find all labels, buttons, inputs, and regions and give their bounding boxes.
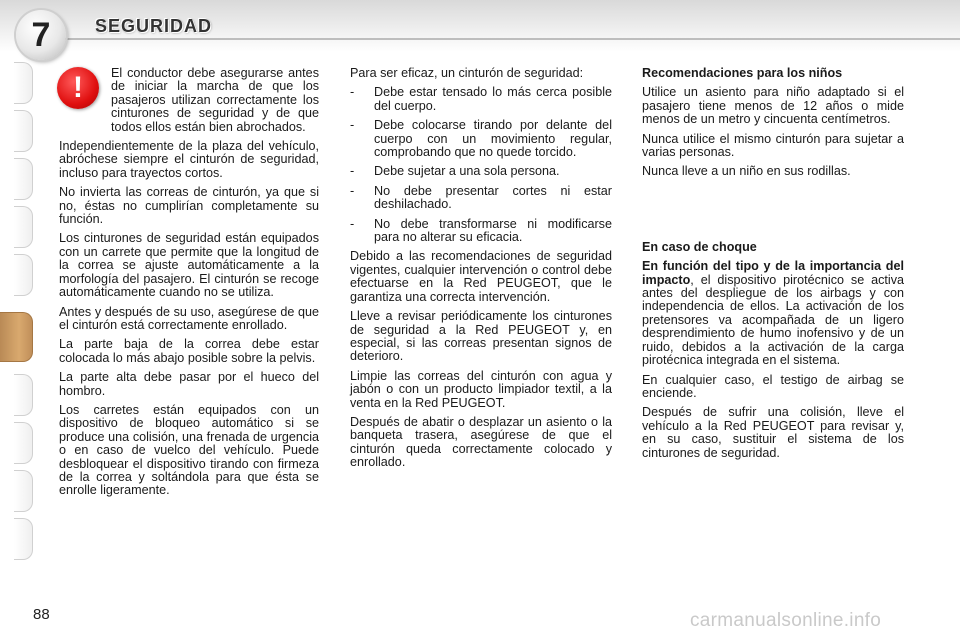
paragraph: Antes y después de su uso, asegúrese de que el cinturón está correctamente enrollado.	[59, 304, 319, 332]
warning-exclamation-icon: !	[57, 67, 99, 109]
column-right	[642, 67, 904, 466]
spacer	[642, 185, 904, 241]
list-item: - Debe colocarse tirando por delante del cuerpo con un movimiento regular, comprobando que no quede torcido.	[350, 119, 612, 159]
paragraph: No invierta las correas de cinturón, ya que si no, éstas no cumplirían completamente su función.	[59, 185, 319, 227]
impact-lead-bold: En función del tipo y de la importancia del impacto	[642, 259, 904, 287]
chapter-tab-7-active[interactable]	[0, 312, 33, 362]
paragraph: Lleve a revisar periódicamente los cinturones de seguridad a la Red PEUGEOT y, en especial, si las correas presentan signos de deterioro.	[350, 309, 612, 364]
paragraph: La parte baja de la correa debe estar colocada lo más abajo posible sobre la pelvis.	[59, 337, 319, 365]
chapter-number-badge: 7	[16, 10, 66, 60]
paragraph: Los carretes están equipados con un dispositivo de bloqueo automático si se produce una colisión, una frenada de urgencia o en caso de vuelco del vehículo. Puede desbloquear el dispositivo tirando con firmeza de la correa y soltándola para que ésta se enrolle ligeramente.	[59, 402, 319, 498]
list-item: - No debe transformarse ni modificarse para no alterar su eficacia.	[350, 218, 612, 245]
paragraph: Utilice un asiento para niño adaptado si el pasajero tiene menos de 12 años o mide menos de un metro y cincuenta centímetros.	[642, 85, 904, 127]
chapter-tab-4[interactable]	[14, 206, 33, 248]
list-item: - Debe sujetar a una sola persona.	[350, 165, 612, 178]
paragraph: Después de sufrir una colisión, lleve el vehículo a la Red PEUGEOT para revisar y, en su caso, sustituir el sistema de los cinturones de seguridad.	[642, 405, 904, 460]
impact-lead-rest: , el dispositivo pirotécnico se activa antes del despliegue de los airbags y con independencia de ellos. La activación de los pretensores va acompañada de un ligero desprendimiento de humo inofensivo y de un ruido, debidos a la activación de la carga pirotécnica integrada en el sistema.	[642, 272, 904, 368]
column-middle	[350, 67, 612, 476]
impact-heading: En caso de choque	[642, 239, 757, 254]
chapter-tab-9[interactable]	[14, 422, 33, 464]
paragraph: Limpie las correas del cinturón con agua y jabón o con un producto limpiador textil, a la venta en la Red PEUGEOT.	[350, 368, 612, 410]
intro-paragraph: Para ser eficaz, un cinturón de seguridad:	[350, 66, 584, 80]
impact-lead-paragraph	[642, 260, 904, 367]
paragraph: Independientemente de la plaza del vehículo, abróchese siempre el cinturón de seguridad, incluso para trayectos cortos.	[59, 139, 319, 180]
seatbelt-requirements-list	[350, 86, 612, 244]
chapter-tab-2[interactable]	[14, 110, 33, 152]
chapter-tab-8[interactable]	[14, 374, 33, 416]
chapter-tab-10[interactable]	[14, 470, 33, 512]
chapter-tab-11[interactable]	[14, 518, 33, 560]
column-left	[59, 67, 319, 504]
page-number: 88	[33, 606, 50, 623]
paragraph: Después de abatir o desplazar un asiento o la banqueta trasera, asegúrese de que el cinturón queda correctamente colocado y enrollado.	[350, 414, 612, 470]
paragraph: Nunca lleve a un niño en sus rodillas.	[642, 164, 851, 179]
list-item: - No debe presentar cortes ni estar deshilachado.	[350, 185, 612, 212]
watermark: carmanualsonline.info	[690, 610, 882, 631]
header-divider	[60, 38, 960, 40]
section-title: SEGURIDAD	[95, 16, 213, 36]
chapter-tab-5[interactable]	[14, 254, 33, 296]
paragraph: Los cinturones de seguridad están equipados con un carrete que permite que la longitud de la correa se ajuste automáticamente a la morfología del pasajero. El cinturón se recoge automáticamente cuando no se utiliza.	[59, 231, 319, 300]
chapter-tab-1[interactable]	[14, 62, 33, 104]
children-heading: Recomendaciones para los niños	[642, 66, 843, 80]
paragraph: Debido a las recomendaciones de seguridad vigentes, cualquier intervención o control debe efectuarse en la Red PEUGEOT, que le garantiza una correcta intervención.	[350, 249, 612, 304]
paragraph: La parte alta debe pasar por el hueco del hombro.	[59, 370, 319, 398]
chapter-tab-3[interactable]	[14, 158, 33, 200]
paragraph: Nunca utilice el mismo cinturón para sujetar a varias personas.	[642, 131, 904, 160]
paragraph: En cualquier caso, el testigo de airbag se enciende.	[642, 372, 904, 400]
warning-text: El conductor debe asegurarse antes de iniciar la marcha de que los pasajeros utilizan correctamente los cinturones de seguridad y de que todos ellos están bien abrochados.	[111, 66, 319, 134]
list-item: - Debe estar tensado lo más cerca posible del cuerpo.	[350, 86, 612, 113]
